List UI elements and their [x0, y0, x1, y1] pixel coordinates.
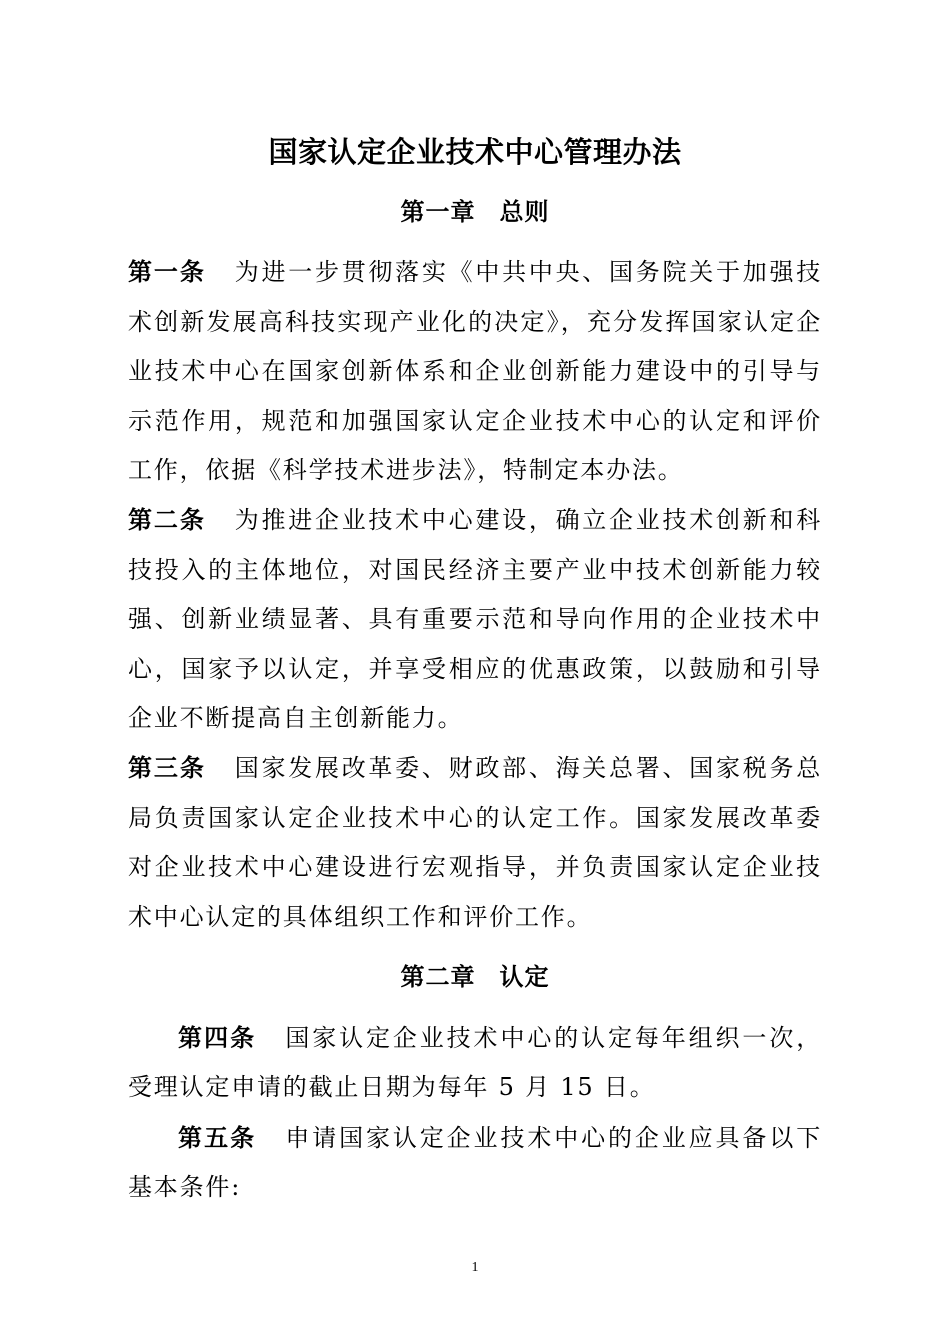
chapter-name: 认定 — [499, 963, 550, 991]
chapter-number: 第二章 — [400, 963, 476, 991]
article-1 — [128, 248, 822, 496]
article-label: 第一条 — [128, 258, 206, 286]
article-text: 申请国家认定企业技术中心的企业应具备以下基本条件: — [128, 1124, 823, 1201]
article-3 — [128, 744, 822, 942]
article-text: 国家发展改革委、财政部、海关总署、国家税务总局负责国家认定企业技术中心的认定工作。国家发展改革委对企业技术中心建设进行宏观指导，并负责国家认定企业技术中心认定的具体组织工作和评价工作。 — [128, 754, 822, 931]
page-number: 1 — [471, 1260, 479, 1275]
article-text: 为推进企业技术中心建设，确立企业技术创新和科技投入的主体地位，对国民经济主要产业中技术创新能力较强、创新业绩显著、具有重要示范和导向作用的企业技术中心，国家予以认定，并享受相应的优惠政策，以鼓励和引导企业不断提高自主创新能力。 — [128, 506, 822, 733]
chapter-name: 总则 — [499, 198, 550, 226]
document-title: 国家认定企业技术中心管理办法 — [268, 135, 682, 169]
article-label: 第二条 — [128, 506, 206, 534]
chapter-number: 第一章 — [400, 198, 476, 226]
article-label: 第三条 — [128, 754, 206, 782]
chapter-heading-2 — [0, 959, 950, 995]
article-4 — [128, 1014, 822, 1112]
article-label: 第四条 — [178, 1024, 257, 1052]
article-label: 第五条 — [178, 1124, 257, 1152]
article-5 — [128, 1114, 822, 1212]
article-text: 国家认定企业技术中心的认定每年组织一次，受理认定申请的截止日期为每年 5 月 15 日。 — [128, 1024, 823, 1101]
article-text: 为进一步贯彻落实《中共中央、国务院关于加强技术创新发展高科技实现产业化的决定》，充分发挥国家认定企业技术中心在国家创新体系和企业创新能力建设中的引导与示范作用，规范和加强国家认定企业技术中心的认定和评价工作，依据《科学技术进步法》，特制定本办法。 — [128, 258, 822, 485]
article-2 — [128, 496, 822, 744]
chapter-heading-1 — [0, 194, 950, 230]
